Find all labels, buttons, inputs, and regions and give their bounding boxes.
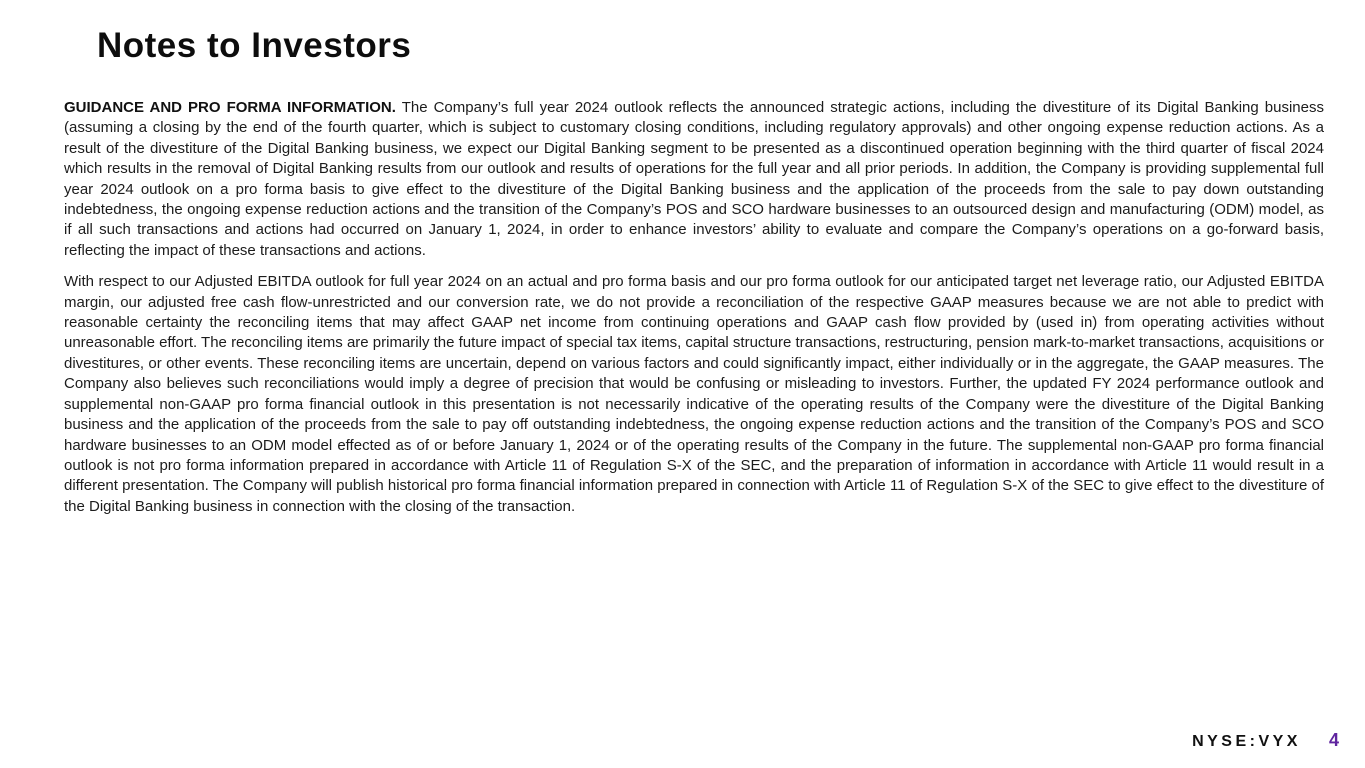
body-text xyxy=(64,98,1324,528)
paragraph-text: With respect to our Adjusted EBITDA outlook for full year 2024 on an actual and pro forma basis and our pro forma outlook for our anticipated target net leverage ratio, our Adjusted EBITDA margin, our adjusted free cash flow-unrestricted and our conversion rate, we do not provide a reconciliation of the respective GAAP measures because we are not able to predict with reasonable certainty the reconciling items that may affect GAAP net income from continuing operations and GAAP cash flow provided by (used in) from operating activities without unreasonable effort. The reconciling items are primarily the future impact of special tax items, capital structure transactions, restructuring, pension mark-to-market transactions, acquisitions or divestitures, or other events. These reconciling items are uncertain, depend on various factors and could significantly impact, either individually or in the aggregate, the GAAP measures. The Company also believes such reconciliations would imply a degree of precision that would be confusing or misleading to investors. Further, the updated FY 2024 performance outlook and supplemental non-GAAP pro forma financial outlook in this presentation is not necessarily indicative of the operating results of the Company were the divestiture of the Digital Banking business and the application of the proceeds from the sale to pay off outstanding indebtedness, the ongoing expense reduction actions and the transition of the Company’s POS and SCO hardware businesses to an ODM model effected as of or before January 1, 2024 or of the operating results of the Company in the future. The supplemental non-GAAP pro forma financial outlook is not pro forma information prepared in accordance with Article 11 of Regulation S-X of the SEC, and the preparation of information in accordance with Article 11 would result in a different presentation. The Company will publish historical pro forma financial information prepared in connection with Article 11 of Regulation S-X of the SEC to give effect to the divestiture of the Digital Banking business in connection with the closing of the transaction. xyxy=(64,273,1324,515)
ticker-label: NYSE:VYX xyxy=(1192,733,1301,750)
page-title: Notes to Investors xyxy=(97,26,412,65)
paragraph-gaap xyxy=(64,272,1324,517)
paragraph-guidance xyxy=(64,98,1324,261)
paragraph-text: The Company’s full year 2024 outlook reflects the announced strategic actions, including the divestiture of its Digital Banking business (assuming a closing by the end of the fourth quarter, which is subject to customary closing conditions, including regulatory approvals) and other ongoing expense reduction actions. As a result of the divestiture of the Digital Banking business, we expect our Digital Banking segment to be presented as a discontinued operation beginning with the third quarter of fiscal 2024 which results in the removal of Digital Banking results from our outlook and results of operations for the full year and all prior periods. In addition, the Company is providing supplemental full year 2024 outlook on a pro forma basis to give effect to the divestiture of the Digital Banking business and the application of the proceeds from the sale to pay down outstanding indebtedness, the ongoing expense reduction actions and the transition of the Company’s POS and SCO hardware businesses to an outsourced design and manufacturing (ODM) model, as if all such transactions and actions had occurred on January 1, 2024, in order to enhance investors’ ability to evaluate and compare the Company’s operations on a go-forward basis, reflecting the impact of these transactions and actions. xyxy=(64,99,1324,259)
paragraph-lead-in: GUIDANCE AND PRO FORMA INFORMATION. xyxy=(64,99,396,116)
slide-footer xyxy=(1192,730,1339,751)
page-number: 4 xyxy=(1328,730,1339,750)
